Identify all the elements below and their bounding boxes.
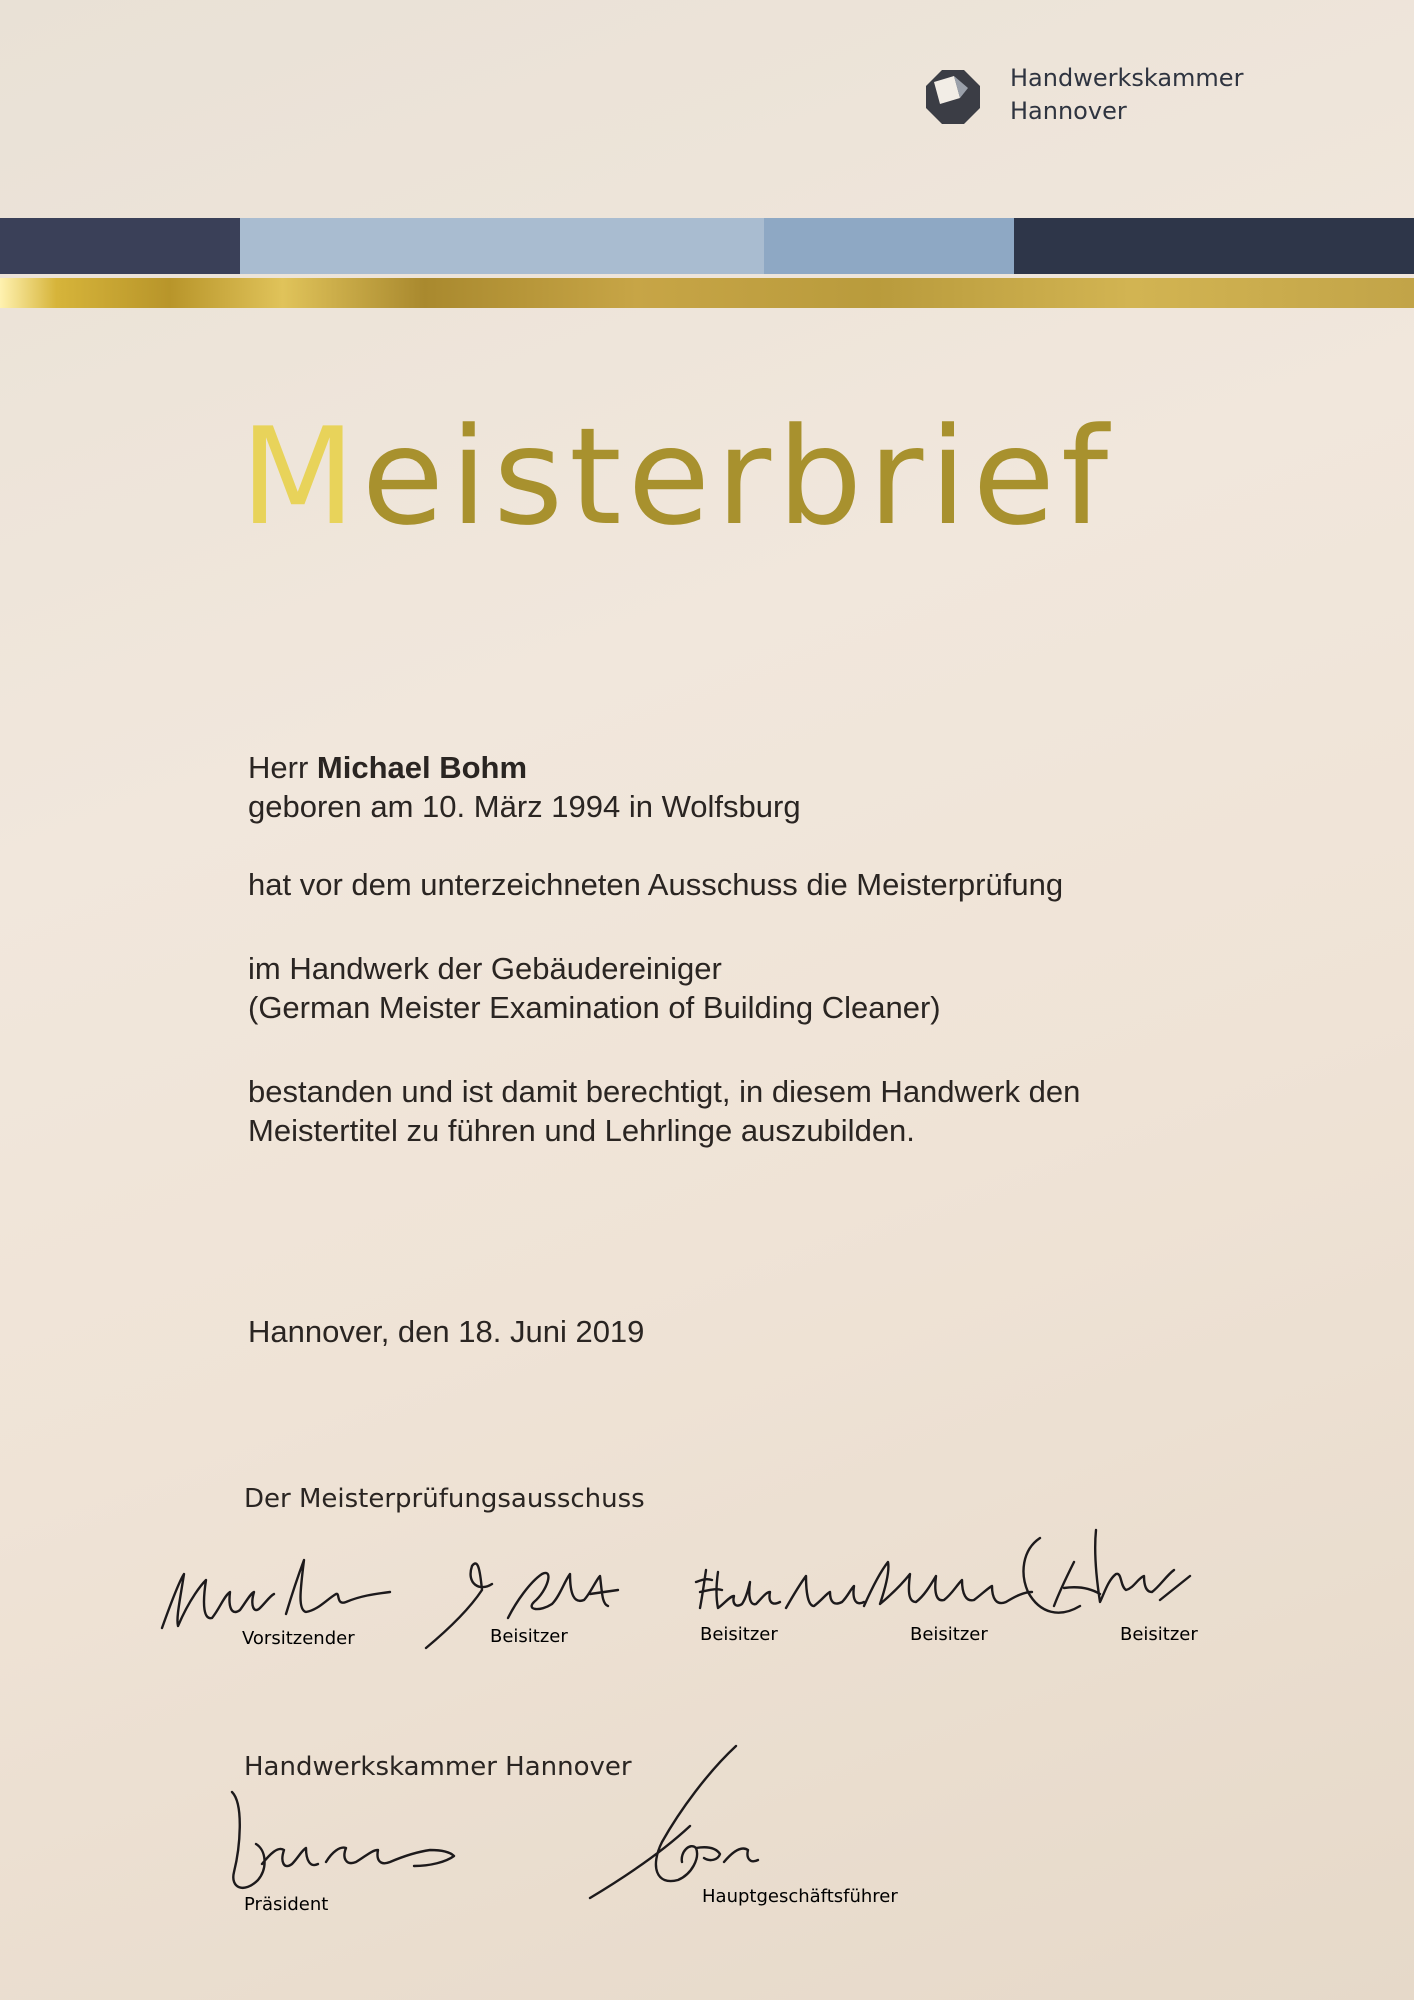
gold-foil-stripe [0,278,1414,308]
place-date: Hannover, den 18. Juni 2019 [248,1314,645,1349]
committee-heading: Der Meisterprüfungsausschuss [244,1484,645,1514]
recipient-name: Michael Bohm [316,750,528,785]
trade-line-1: im Handwerk der Gebäudereiniger [248,951,722,986]
signature-assessor-4 [1024,1530,1190,1613]
passed-line-2: Meistertitel zu führen und Lehrlinge auszubilden. [248,1113,915,1148]
color-band-mid-blue [764,218,1014,274]
exam-line: hat vor dem unterzeichneten Ausschuss die Meisterprüfung [248,867,1064,902]
signature-managing-director [590,1746,758,1898]
document-title [240,399,1115,555]
org-name [1010,62,1243,128]
president-label: Präsident [244,1894,329,1915]
color-band-light-blue [240,218,764,274]
role-label-assessor-2: Beisitzer [700,1624,778,1645]
recipient-salutation: Herr [248,750,309,785]
role-label-chair: Vorsitzender [242,1628,355,1649]
committee-signatures [150,1510,1300,1670]
org-name-line1: Handwerkskammer [1010,64,1244,92]
color-band-dark [0,218,240,274]
chamber-heading: Handwerkskammer Hannover [244,1752,632,1782]
signature-president [232,1792,454,1888]
birth-line: geboren am 10. März 1994 in Wolfsburg [248,789,801,824]
trade-line-2: (German Meister Examination of Building Cleaner) [248,990,941,1025]
role-label-assessor-1: Beisitzer [490,1626,568,1647]
signature-assessor-3 [864,1562,1032,1606]
recipient-line [248,748,527,787]
passed-line-1: bestanden und ist damit berechtigt, in diesem Handwerk den [248,1074,1081,1109]
role-label-assessor-3: Beisitzer [910,1624,988,1645]
signature-assessor-2 [696,1570,864,1608]
title-rest: eisterbrief [361,399,1115,555]
title-first-letter: M [240,399,362,555]
org-name-line2: Hannover [1010,97,1127,125]
managing-director-label: Hauptgeschäftsführer [702,1886,898,1907]
chamber-signatures [210,1730,1030,1920]
chamber-logo-icon [924,68,982,126]
signature-chair [162,1560,390,1628]
color-band-navy [1014,218,1414,274]
role-label-assessor-4: Beisitzer [1120,1624,1198,1645]
